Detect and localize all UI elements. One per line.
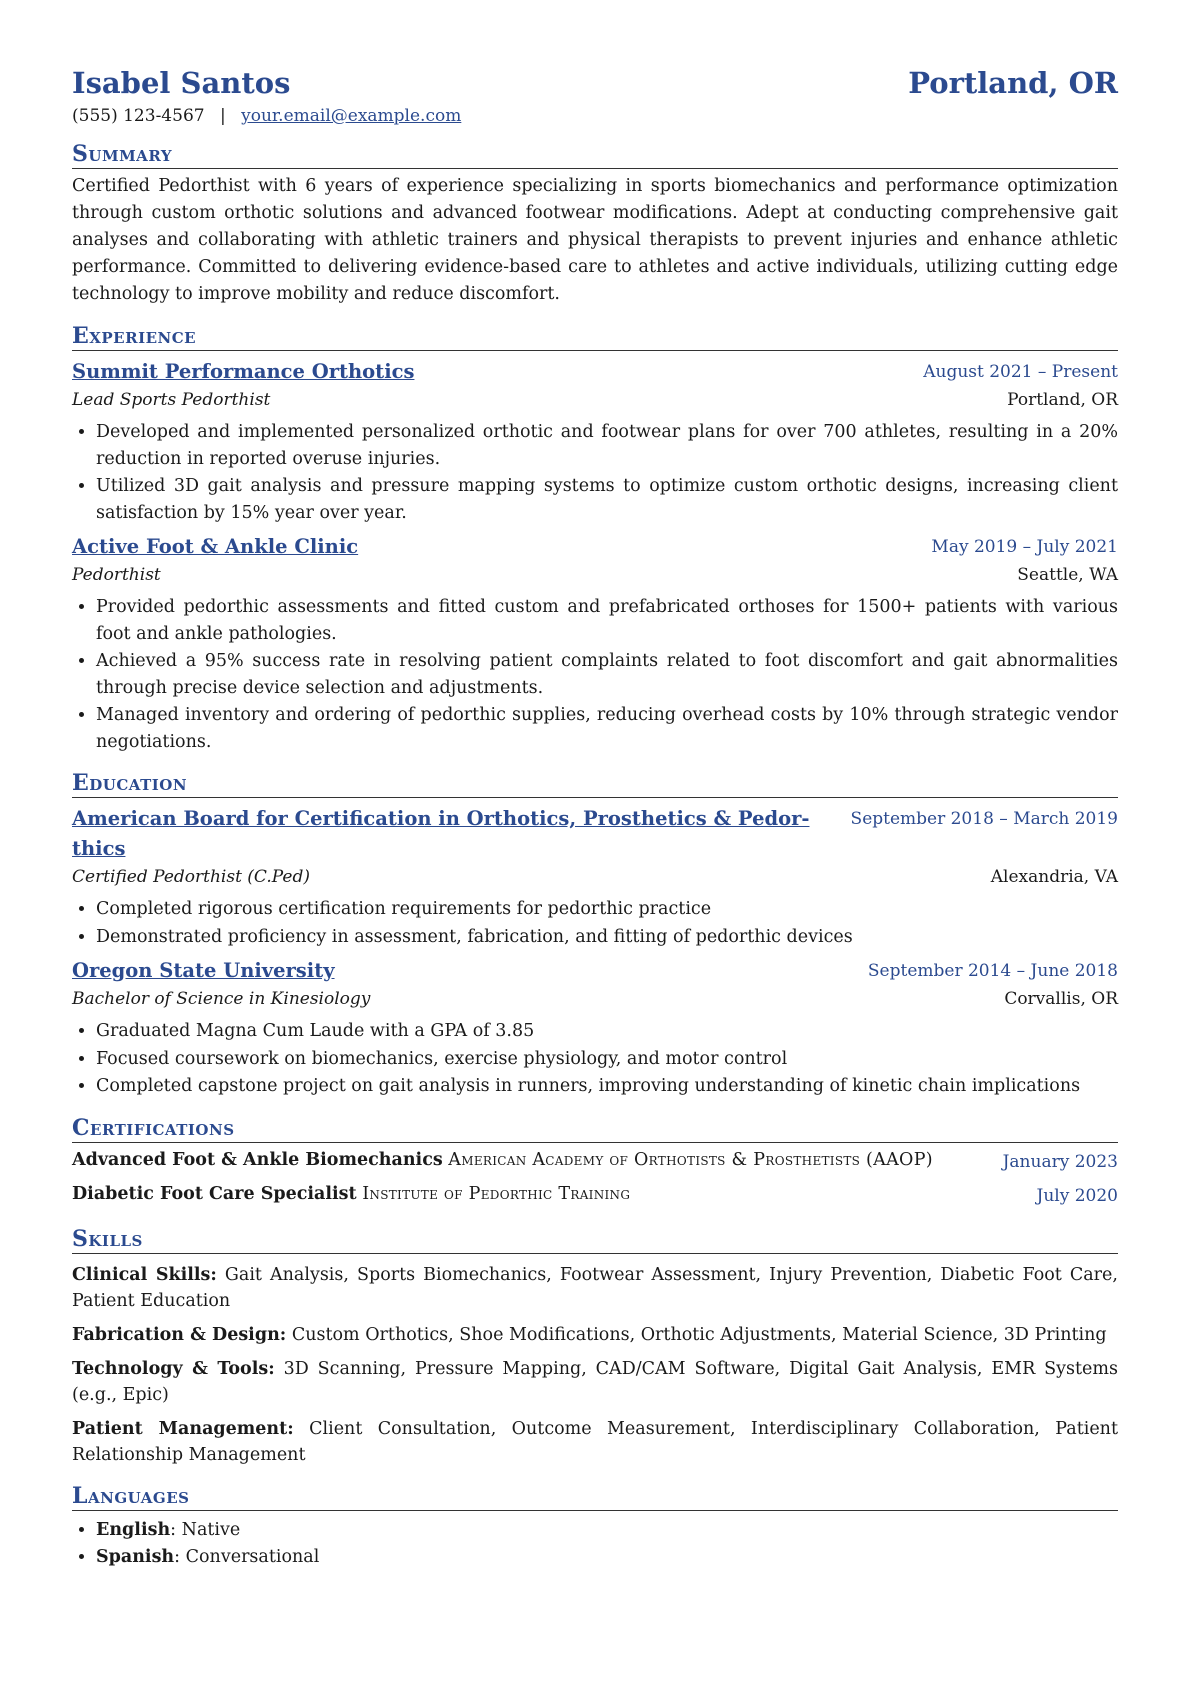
candidate-name: Isabel Santos <box>72 66 291 100</box>
skill-items: 3D Scanning, Pressure Mapping, CAD/CAM Software, Digital Gait Analysis, EMR Systems (e.g., Epic) <box>72 1358 1118 1405</box>
bullet-item: • Completed capstone project on gait analysis in runners, improving understanding of kinetic chain implications <box>96 1073 1118 1100</box>
language-list <box>72 1517 1118 1571</box>
skill-category: Patient Management: <box>72 1418 294 1439</box>
certification-item <box>72 1181 1118 1211</box>
bullet-item: • Managed inventory and ordering of pedorthic supplies, reducing overhead costs by 10% through strategic vendor negotiations. <box>96 702 1118 755</box>
job-title: Pedorthist <box>72 565 161 585</box>
skill-group <box>72 1356 1118 1408</box>
email-link[interactable]: your.email@example.com <box>241 106 462 126</box>
certification-date: July 2020 <box>1036 1185 1118 1206</box>
entry-date: September 2014 – June 2018 <box>867 961 1118 981</box>
entry-date: September 2018 – March 2019 <box>850 809 1118 829</box>
entry-location: Alexandria, VA <box>990 867 1118 887</box>
employer-link[interactable]: Summit Performance Orthotics <box>72 360 415 383</box>
job-title: Lead Sports Pedorthist <box>72 390 271 410</box>
skill-group <box>72 1416 1118 1468</box>
skill-category: Clinical Skills: <box>72 1264 217 1285</box>
bullet-list <box>72 419 1118 526</box>
language-level: : Conversational <box>174 1547 320 1567</box>
entry-location: Corvallis, OR <box>1004 989 1118 1009</box>
bullet-item: • Focused coursework on biomechanics, exercise physiology, and motor control <box>96 1046 1118 1073</box>
contact-line <box>72 106 1118 126</box>
bullet-list <box>72 594 1118 755</box>
bullet-item: • Utilized 3D gait analysis and pressure mapping systems to optimize custom orthotic designs, increasing client satisfaction by 15% year over year. <box>96 473 1118 526</box>
entry-location: Portland, OR <box>1007 390 1118 410</box>
language-name: Spanish <box>96 1547 175 1567</box>
summary-text: Certified Pedorthist with 6 years of experience specializing in sports biomechanics and performance optimization through custom orthotic solutions and advanced footwear modifications. Adept at conducting comprehensive gait analyses and collaborating with athletic trainers and physical therapists to prevent injuries and enhance athletic performance. Committed to delivering evidence-based care to athletes and active individuals, utilizing cutting edge technology to improve mobility and reduce discomfort. <box>72 176 1118 304</box>
contact-separator: | <box>219 106 226 126</box>
bullet-list <box>72 1018 1118 1100</box>
entry-date: August 2021 – Present <box>923 362 1118 382</box>
language-item <box>96 1544 1118 1571</box>
degree-title: Certified Pedorthist (C.Ped) <box>72 867 310 887</box>
skill-items: Client Consultation, Outcome Measurement, Interdisciplinary Collaboration, Patient Relationship Management <box>72 1418 1118 1465</box>
experience-entry <box>72 357 1118 526</box>
section-title-languages: Languages <box>72 1482 1118 1511</box>
candidate-location: Portland, OR <box>908 66 1118 100</box>
entry-location: Seattle, WA <box>1017 565 1118 585</box>
section-title-certifications: Certifications <box>72 1114 1118 1143</box>
skill-category: Technology & Tools: <box>72 1358 275 1379</box>
institution-link[interactable]: Oregon State University <box>72 959 335 982</box>
bullet-item: • Graduated Magna Cum Laude with a GPA of 3.85 <box>96 1018 1118 1045</box>
skill-category: Fabrication & Design: <box>72 1324 287 1345</box>
section-title-skills: Skills <box>72 1225 1118 1254</box>
certification-issuer: American Academy of Orthotists & Prosthetists (AAOP) <box>448 1149 933 1170</box>
institution-link[interactable]: American Board for Certification in Orthotics, Prosthetics & Pedor-thics <box>72 807 810 860</box>
education-entry <box>72 956 1118 1100</box>
language-item <box>96 1517 1118 1544</box>
certification-issuer: Institute of Pedorthic Training <box>362 1183 631 1204</box>
bullet-item: • Developed and implemented personalized orthotic and footwear plans for over 700 athletes, resulting in a 20% reduction in reported overuse injuries. <box>96 419 1118 472</box>
phone-number: (555) 123-4567 <box>72 106 205 126</box>
employer-link[interactable]: Active Foot & Ankle Clinic <box>72 535 359 558</box>
section-title-experience: Experience <box>72 322 1118 351</box>
skill-items: Gait Analysis, Sports Biomechanics, Footwear Assessment, Injury Prevention, Diabetic Foot Care, Patient Education <box>72 1264 1118 1311</box>
education-entry <box>72 804 1118 950</box>
skill-group <box>72 1262 1118 1314</box>
bullet-item: • Demonstrated proficiency in assessment, fabrication, and fitting of pedorthic devices <box>96 924 1118 951</box>
entry-date: May 2019 – July 2021 <box>931 537 1118 557</box>
bullet-list <box>72 896 1118 950</box>
certification-date: January 2023 <box>1002 1151 1118 1172</box>
certification-item <box>72 1147 1118 1177</box>
language-name: English <box>96 1519 171 1540</box>
resume-header <box>72 60 1118 100</box>
degree-title: Bachelor of Science in Kinesiology <box>72 989 371 1009</box>
skill-group <box>72 1322 1118 1348</box>
language-level: : Native <box>170 1519 241 1540</box>
bullet-item: • Provided pedorthic assessments and fitted custom and prefabricated orthoses for 1500+ patients with various foot and ankle pathologies. <box>96 594 1118 647</box>
bullet-item: • Achieved a 95% success rate in resolving patient complaints related to foot discomfort and gait abnormalities through precise device selection and adjustments. <box>96 648 1118 701</box>
section-title-education: Education <box>72 769 1118 798</box>
skill-items: Custom Orthotics, Shoe Modifications, Orthotic Adjustments, Material Science, 3D Printing <box>291 1324 1107 1345</box>
experience-entry <box>72 532 1118 755</box>
bullet-item: • Completed rigorous certification requirements for pedorthic practice <box>96 896 1118 923</box>
certification-name: Advanced Foot & Ankle Biomechanics <box>72 1149 443 1170</box>
section-title-summary: Summary <box>72 140 1118 169</box>
certification-name: Diabetic Foot Care Specialist <box>72 1183 357 1204</box>
